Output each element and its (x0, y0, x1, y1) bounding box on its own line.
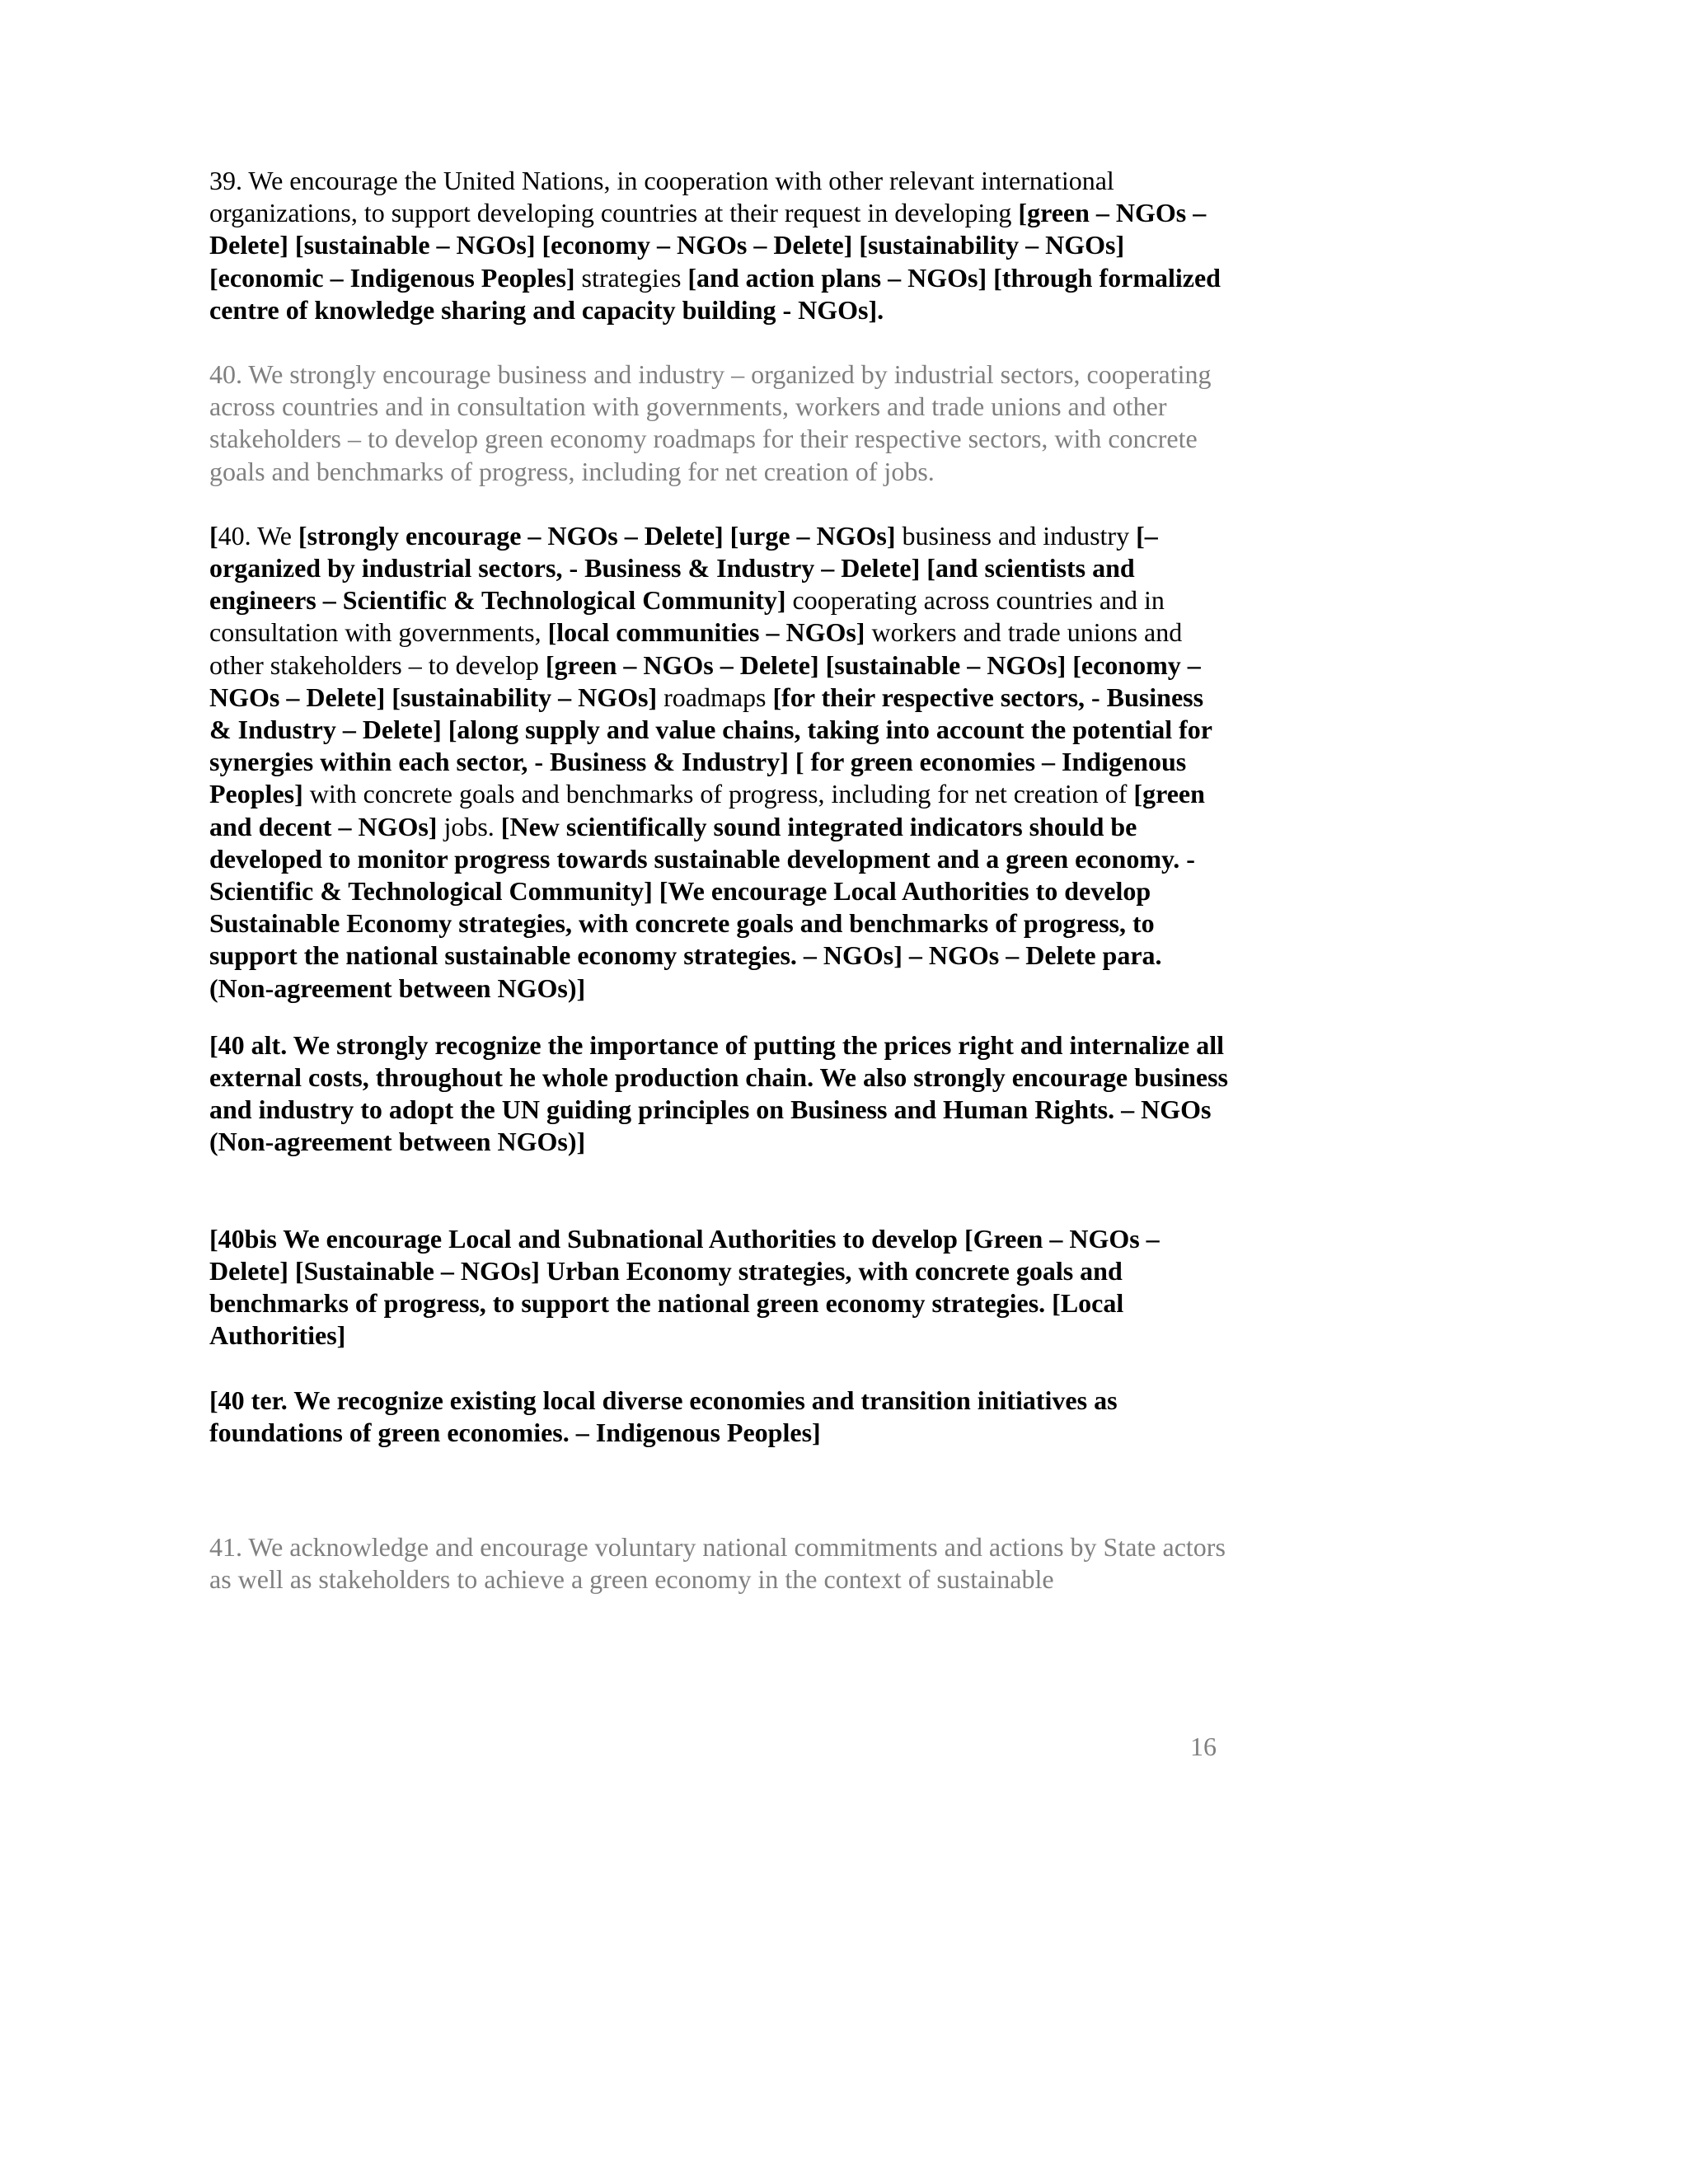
p40-original-run-0: 40. We strongly encourage business and industry – organized by industrial sectors, cooperating across countries and in consultation with governments, workers and trade unions and other stakeholders – to develop green economy roadmaps for their respective sectors, with concrete goals and benchmarks of progress, including for net creation of jobs. (209, 359, 1212, 486)
p40-amended-run-5: cooperating across countries and in consultation with governments, (209, 585, 1165, 648)
document-body (209, 165, 1231, 1596)
p40-amended-run-8: [green – NGOs – Delete] [sustainable – NGOs] [economy – NGOs – Delete] [sustainability – NGOs] (209, 649, 1201, 712)
p40-amended-run-6: [local communities – NGOs] (547, 617, 865, 648)
p40-amended-run-7: workers and trade unions and other stakeholders – to develop (209, 617, 1183, 680)
p40-amended-run-1: 40. We (218, 520, 298, 551)
p40-amended-run-0: [ (209, 520, 218, 551)
p40-amended-run-2: [strongly encourage – NGOs – Delete] [urge – NGOs] (298, 520, 896, 551)
p40-alt-run-0: [40 alt. We strongly recognize the importance of putting the prices right and internalize all external costs, throughout he whole production chain. We also strongly encourage business and industry to adopt the UN guiding principles on Business and Human Rights. – NGOs (Non-agreement between NGOs)] (209, 1029, 1228, 1157)
p39-run-1: [green – NGOs – Delete] [sustainable – NGOs] [economy – NGOs – Delete] [sustainability – NGOs] [economic – Indigenous Peoples] (209, 198, 1207, 293)
p40-amended-run-10: [for their respective sectors, - Business & Industry – Delete] [along supply and value chains, taking into account the potential for synergies within each sector, - Business & Industry] [ for green economies – Indigenous Peoples] (209, 682, 1212, 809)
p39-run-2: strategies (574, 262, 688, 293)
page-number: 16 (1190, 1732, 1217, 1761)
paragraph-40-bis (209, 1223, 1231, 1352)
p41-run-0: 41. We acknowledge and encourage voluntary national commitments and actions by State actors as well as stakeholders to achieve a green economy in the context of sustainable (209, 1531, 1226, 1595)
paragraph-41 (209, 1531, 1231, 1596)
paragraph-40-alt (209, 1029, 1231, 1159)
p40-amended-run-4: [– organized by industrial sectors, - Business & Industry – Delete] [and scientists and engineers – Scientific & Technological Community] (209, 520, 1158, 616)
paragraph-40-amended (209, 520, 1231, 1005)
p40-amended-run-11: with concrete goals and benchmarks of progress, including for net creation of (302, 779, 1134, 809)
paragraph-40-original (209, 359, 1231, 488)
p40-amended-run-12: [green and decent – NGOs] (209, 779, 1205, 841)
paragraph-40-ter (209, 1385, 1231, 1449)
p39-run-0: 39. We encourage the United Nations, in cooperation with other relevant international organizations, to support developing countries at their request in developing (209, 166, 1114, 228)
p40-amended-run-13: jobs. (437, 811, 501, 841)
p40-bis-run-0: [40bis We encourage Local and Subnational Authorities to develop [Green – NGOs – Delete] [Sustainable – NGOs] Urban Economy strategies, with concrete goals and benchmarks of progress, to support the national green economy strategies. [Local Authorities] (209, 1223, 1160, 1351)
p39-run-3: [and action plans – NGOs] [through formalized centre of knowledge sharing and capacity building - NGOs]. (209, 262, 1221, 325)
paragraph-39 (209, 165, 1231, 326)
p40-ter-run-0: [40 ter. We recognize existing local diverse economies and transition initiatives as foundations of green economies. – Indigenous Peoples] (209, 1385, 1118, 1447)
p40-amended-run-3: business and industry (895, 520, 1137, 551)
p40-amended-run-9: roadmaps (657, 682, 773, 712)
p40-amended-run-14: [New scientifically sound integrated indicators should be developed to monitor progress towards sustainable development and a green economy. - Scientific & Technological Community] [We encourage Local Authorities to develop Sustainable Economy strategies, with concrete goals and benchmarks of progress, to support the national sustainable economy strategies. – NGOs] – NGOs – Delete para. (Non-agreement between NGOs)] (209, 811, 1195, 1003)
